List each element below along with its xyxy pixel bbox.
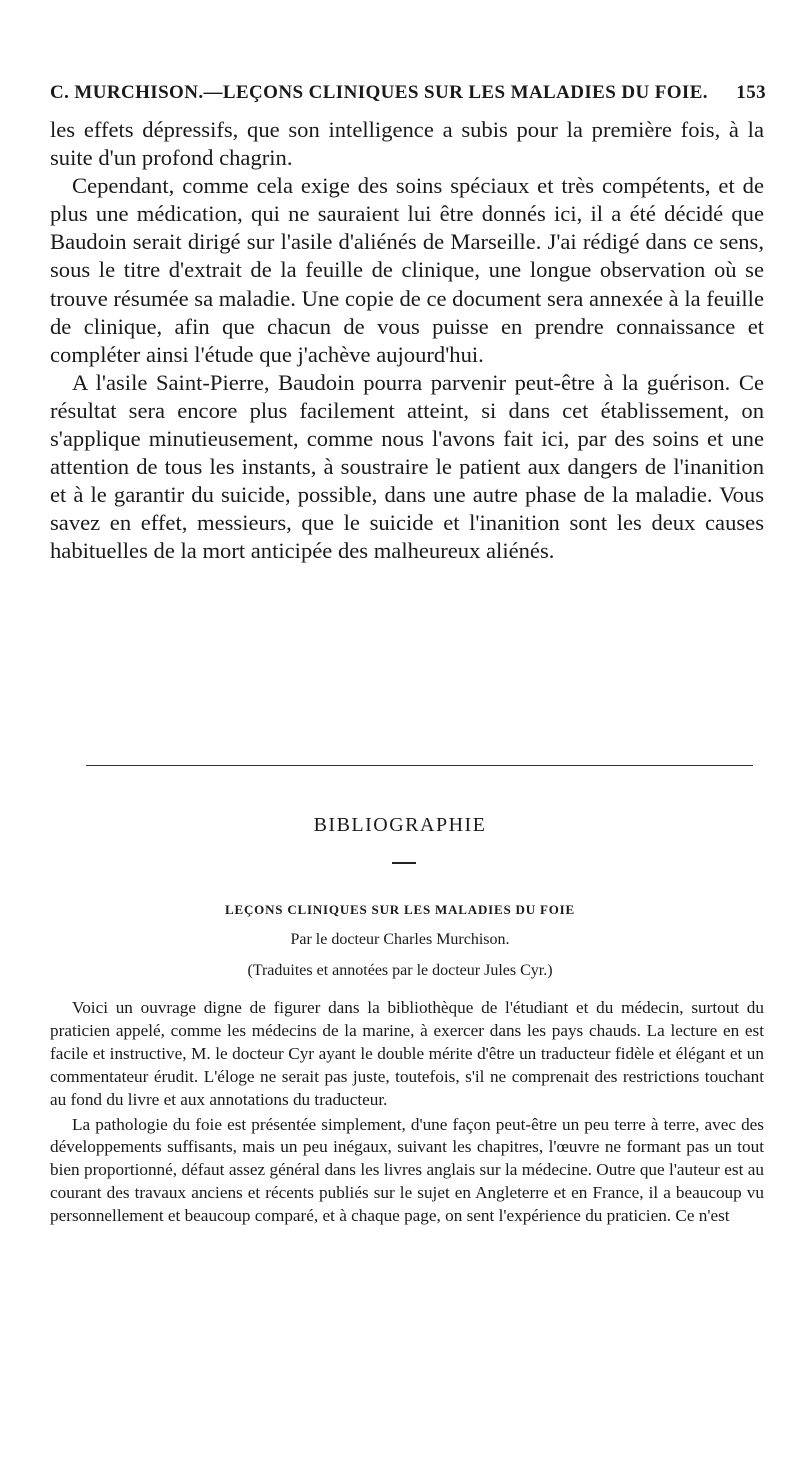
book-translator: (Traduites et annotées par le docteur Jules Cyr.) (247, 962, 553, 979)
section-divider (86, 765, 753, 766)
review-text (50, 997, 764, 1228)
page-number: 153 (736, 82, 766, 103)
bibliography-heading: BIBLIOGRAPHIE (313, 814, 487, 836)
review-paragraph: La pathologie du foie est présentée simplement, d'une façon peut-être un peu terre à terre, avec des développements suffisants, mais un peu inégaux, suivant les chapitres, l'œuvre ne formant pas un tout bien proportionné, défaut assez général dans les livres anglais sur la médecine. Outre que l'auteur est au courant des travaux anciens et récents publiés sur le sujet en Angleterre et en France, il a beaucoup vu personnellement et beaucoup comparé, et à chaque page, on sent l'expérience du praticien. Ce n'est (50, 1114, 764, 1226)
review-paragraph: Voici un ouvrage digne de figurer dans la bibliothèque de l'étudiant et du médecin, surtout du praticien appelé, comme les médecins de la marine, à exercer dans les pays chauds. La lecture en est facile et instructive, M. le docteur Cyr ayant le double mérite d'être un traducteur fidèle et élégant et un commentateur érudit. L'éloge ne serait pas juste, toutefois, s'il ne comprenait des restrictions touchant au fond du livre et aux annotations du traducteur. (50, 998, 764, 1109)
book-author: Par le docteur Charles Murchison. (290, 931, 510, 948)
paragraph: A l'asile Saint-Pierre, Baudoin pourra parvenir peut-être à la guérison. Ce résultat sera encore plus facilement atteint, si dans cet établissement, on s'applique minutieusement, comme nous l'avons fait ici, par des soins et une attention de tous les instants, à soustraire le patient aux dangers de l'inanition et à le garantir du suicide, possible, dans une autre phase de la maladie. Vous savez en effet, messieurs, que le suicide et l'inanition sont les deux causes habituelles de la mort anticipée des malheureux aliénés. (50, 369, 764, 564)
paragraph-continuation: les effets dépressifs, que son intelligence a subis pour la première fois, à la suite d'un profond chagrin. (50, 117, 764, 171)
paragraph: Cependant, comme cela exige des soins spéciaux et très compétents, et de plus une médication, qui ne sauraient lui être donnés ici, il a été décidé que Baudoin serait dirigé sur l'asile d'aliénés de Marseille. J'ai rédigé dans ce sens, sous le titre d'extrait de la feuille de clinique, une longue observation où se trouve résumée sa maladie. Une copie de ce document sera annexée à la feuille de clinique, afin que chacun de vous puisse en prendre connaissance et compléter ainsi l'étude que j'achève aujourd'hui. (50, 173, 764, 367)
heading-dash (392, 862, 416, 864)
book-title: LEÇONS CLINIQUES SUR LES MALADIES DU FOIE (225, 902, 575, 917)
main-text (50, 116, 764, 566)
running-title: C. MURCHISON.—LEÇONS CLINIQUES SUR LES MALADIES DU FOIE. (50, 82, 708, 103)
running-header (50, 82, 766, 104)
